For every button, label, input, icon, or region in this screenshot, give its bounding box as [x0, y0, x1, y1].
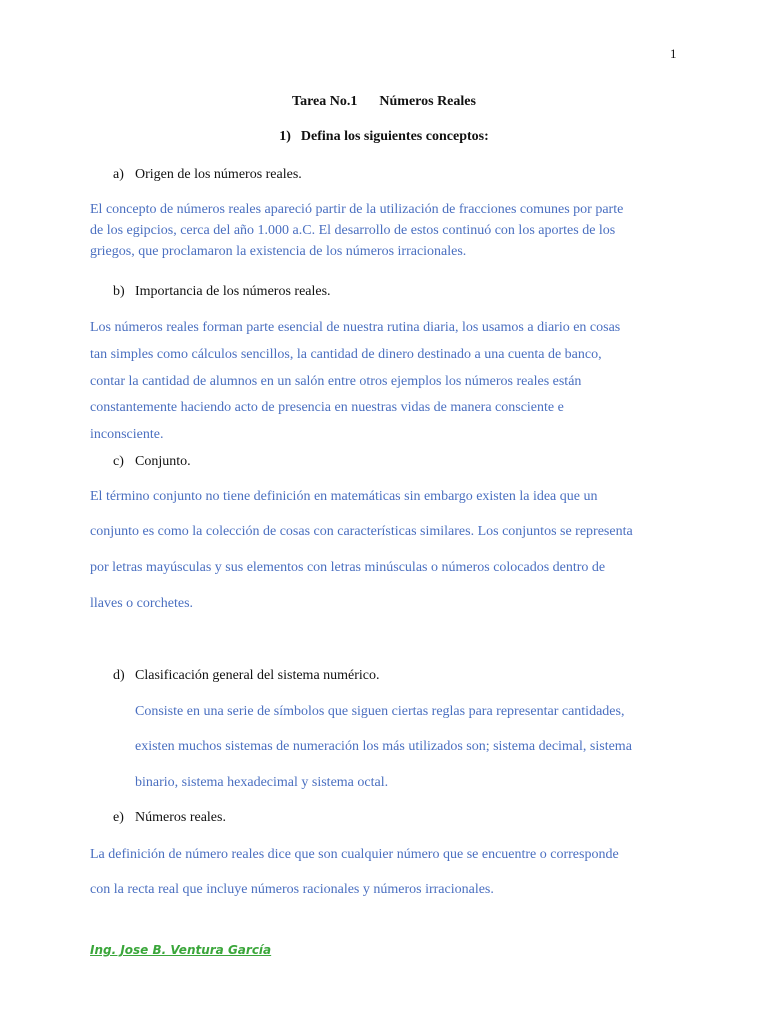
title-assignment: Tarea No.1	[292, 94, 358, 109]
answer-line: con la recta real que incluye números racionales y números irracionales.	[90, 882, 494, 897]
answer-line: griegos, que proclamaron la existencia de los números irracionales.	[90, 244, 467, 259]
answer-line: Consiste en una serie de símbolos que siguen ciertas reglas para representar cantidades,	[135, 704, 625, 719]
answer-line: El término conjunto no tiene definición en matemáticas sin embargo existen la idea que un	[90, 489, 598, 504]
item-b-heading	[113, 284, 331, 300]
answer-line: conjunto es como la colección de cosas con características similares. Los conjuntos se representa	[90, 524, 633, 539]
item-e-heading	[113, 810, 226, 826]
item-heading-text: Origen de los números reales.	[135, 167, 302, 182]
answer-line: constantemente haciendo acto de presencia en nuestras vidas de manera consciente e	[90, 400, 564, 415]
item-marker: a)	[113, 167, 124, 182]
question-heading	[0, 129, 768, 145]
answer-line: tan simples como cálculos sencillos, la cantidad de dinero destinado a una cuenta de banco,	[90, 347, 602, 362]
item-heading-text: Números reales.	[135, 810, 226, 825]
answer-line: por letras mayúsculas y sus elementos con letras minúsculas o números colocados dentro de	[90, 560, 606, 575]
item-d-heading	[113, 668, 380, 684]
answer-line: Los números reales forman parte esencial de nuestra rutina diaria, los usamos a diario en cosas	[90, 320, 621, 335]
author-signature: Ing. Jose B. Ventura García	[90, 943, 272, 957]
item-c-heading	[113, 454, 191, 470]
item-marker: b)	[113, 284, 125, 299]
item-marker: c)	[113, 454, 124, 469]
answer-line: existen muchos sistemas de numeración los más utilizados son; sistema decimal, sistema	[135, 739, 632, 754]
answer-line: contar la cantidad de alumnos en un salón entre otros ejemplos los números reales están	[90, 374, 582, 389]
document-title	[0, 94, 768, 110]
item-heading-text: Conjunto.	[135, 454, 191, 469]
title-topic: Números Reales	[379, 94, 476, 109]
page-number: 1	[670, 46, 677, 61]
answer-line: El concepto de números reales apareció partir de la utilización de fracciones comunes por parte	[90, 202, 624, 217]
answer-line: llaves o corchetes.	[90, 596, 194, 611]
item-a-heading	[113, 167, 302, 183]
item-heading-text: Clasificación general del sistema numérico.	[135, 668, 380, 683]
answer-line: de los egipcios, cerca del año 1.000 a.C. El desarrollo de estos continuó con los aportes de los	[90, 223, 616, 238]
answer-line: La definición de número reales dice que son cualquier número que se encuentre o corresponde	[90, 847, 619, 862]
question-text: Defina los siguientes conceptos:	[300, 129, 489, 144]
answer-line: binario, sistema hexadecimal y sistema octal.	[135, 775, 389, 790]
item-heading-text: Importancia de los números reales.	[135, 284, 331, 299]
item-marker: d)	[113, 668, 125, 683]
question-number: 1)	[279, 129, 291, 144]
answer-line: inconsciente.	[90, 427, 164, 442]
item-marker: e)	[113, 810, 124, 825]
